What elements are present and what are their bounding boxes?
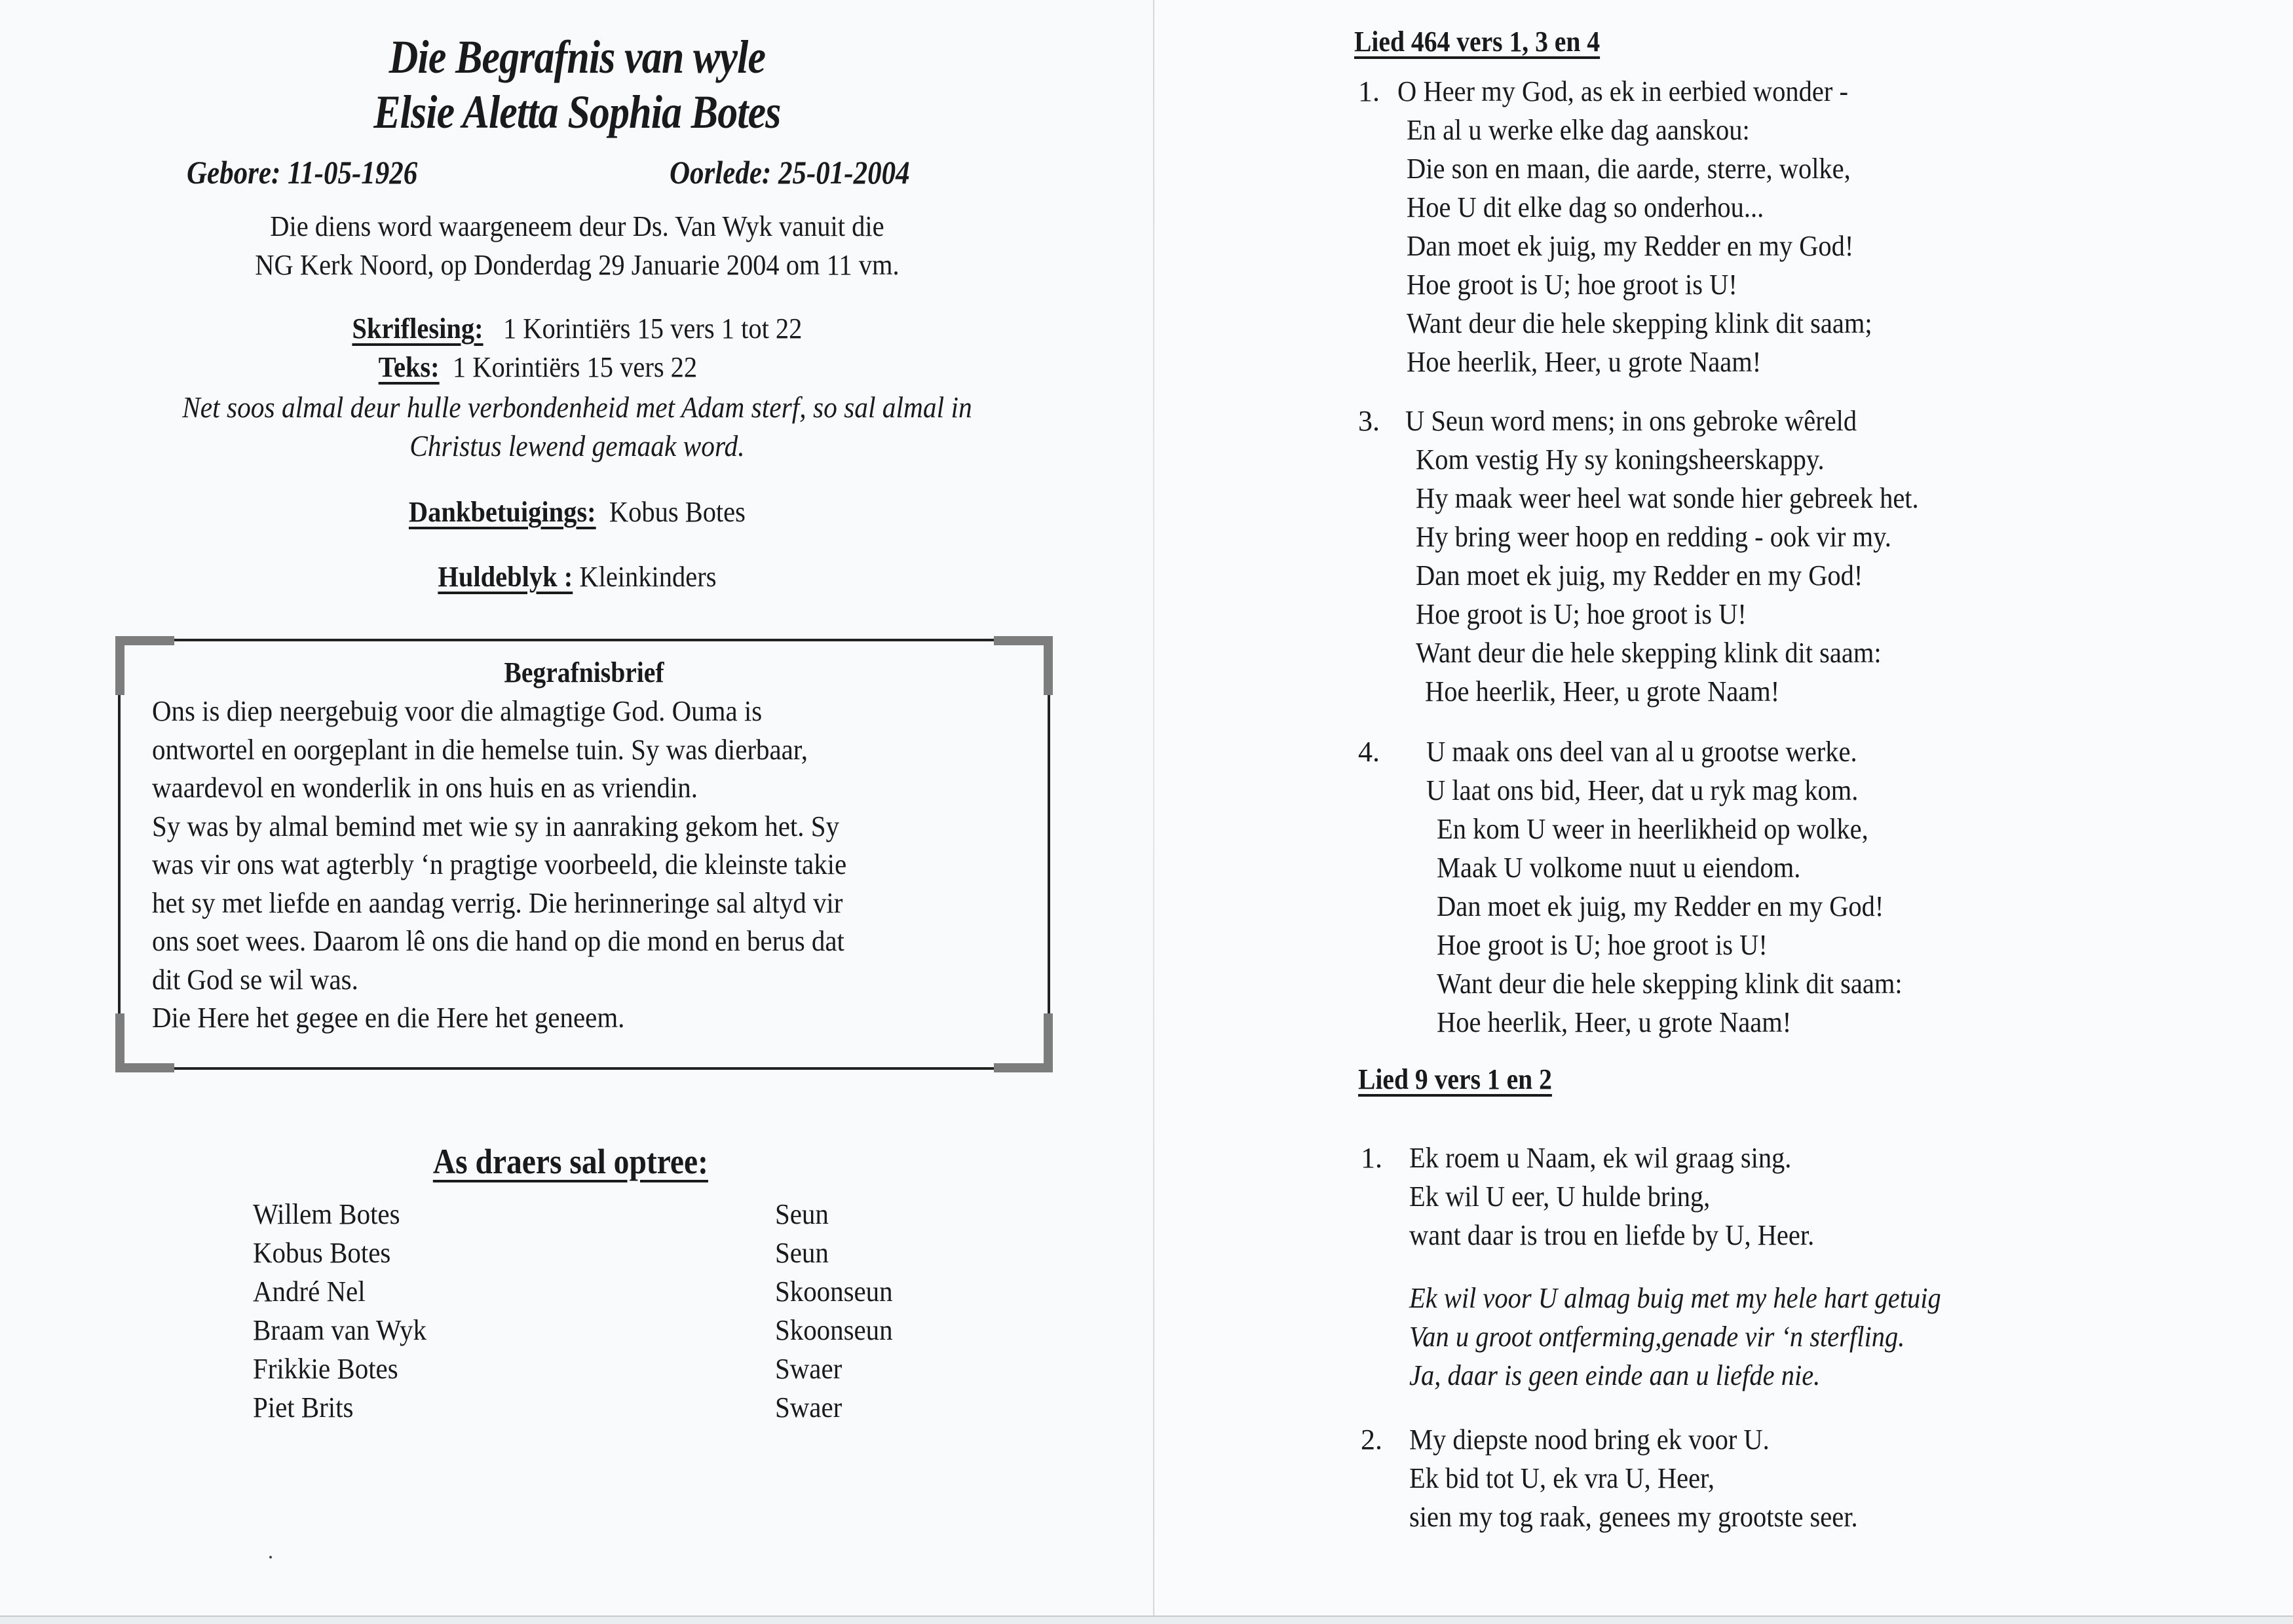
bearer-relation: Seun — [775, 1198, 829, 1230]
funeral-letter-box — [118, 639, 1050, 1070]
bearers-heading: As draers sal optree: — [432, 1142, 708, 1181]
letter-line: Ons is diep neergebuig voor die almagtige God. Ouma is — [152, 695, 763, 727]
bearer-name: Kobus Botes — [253, 1237, 391, 1269]
verse-line: Hy bring weer hoop en redding - ook vir my. — [1416, 521, 1891, 553]
bearer-relation: Swaer — [775, 1391, 843, 1424]
title-line-2: Elsie Aletta Sophia Botes — [373, 86, 781, 138]
bearer-name: André Nel — [253, 1275, 366, 1308]
scripture-value: 1 Korintiërs 15 vers 1 tot 22 — [502, 312, 803, 345]
bearer-name: Willem Botes — [253, 1198, 400, 1230]
verse-line: En al u werke elke dag aanskou: — [1407, 114, 1750, 146]
letter-line: waardevol en wonderlik in ons huis en as vriendin. — [152, 772, 698, 804]
verse-line: Hoe groot is U; hoe groot is U! — [1407, 269, 1737, 301]
refrain-line: Ja, daar is geen einde aan u liefde nie. — [1409, 1359, 1821, 1391]
verse-line: Kom vestig Hy sy koningsheerskappy. — [1416, 444, 1825, 476]
bearer-name: Piet Brits — [253, 1391, 354, 1424]
bearer-relation: Seun — [775, 1237, 829, 1269]
box-corner-ornament — [115, 636, 174, 695]
verse-line: want daar is trou en liefde by U, Heer. — [1409, 1219, 1815, 1251]
letter-line: was vir ons wat agterbly ‘n pragtige voorbeeld, die kleinste takie — [152, 848, 847, 880]
verse-line: Ek wil U eer, U hulde bring, — [1409, 1180, 1711, 1213]
bearer-name: Braam van Wyk — [253, 1314, 426, 1346]
verse-line: Hoe heerlik, Heer, u grote Naam! — [1437, 1006, 1792, 1038]
verse-line: sien my tog raak, genees my grootste seer. — [1409, 1501, 1858, 1533]
verse-line: Ek bid tot U, ek vra U, Heer, — [1409, 1462, 1715, 1494]
title-line-1: Die Begrafnis van wyle — [388, 31, 766, 83]
box-corner-ornament — [994, 636, 1053, 695]
tribute-value: Kleinkinders — [579, 561, 717, 593]
verse-line: Want deur die hele skepping klink dit saam: — [1437, 968, 1903, 1000]
letter-line: Die Here het gegee en die Here het geneem. — [152, 1002, 625, 1034]
thanks — [46, 493, 1108, 531]
verse-line: Hoe groot is U; hoe groot is U! — [1416, 598, 1747, 630]
page-fold — [1153, 0, 1154, 1623]
service-line-1: Die diens word waargeneem deur Ds. Van Wyk vanuit die — [270, 210, 884, 242]
quote-line-1: Net soos almal deur hulle verbondenheid met Adam sterf, so sal almal in — [182, 390, 972, 424]
bearer-name: Frikkie Botes — [253, 1353, 398, 1385]
text-value: 1 Korintiërs 15 vers 22 — [452, 351, 698, 383]
verse-line: Ek roem u Naam, ek wil graag sing. — [1409, 1142, 1792, 1174]
thanks-value: Kobus Botes — [609, 496, 746, 528]
letter-line: dit God se wil was. — [152, 963, 358, 996]
death-date: Oorlede: 25-01-2004 — [670, 154, 910, 191]
paper-bottom-edge — [0, 1615, 2293, 1624]
letter-line: ons soet wees. Daarom lê ons die hand op die mond en berus dat — [152, 925, 844, 957]
birth-date: Gebore: 11-05-1926 — [187, 154, 418, 191]
text-label: Teks: — [378, 351, 440, 383]
letter-title: Begrafnisbrief — [504, 656, 664, 689]
scripture-reading — [46, 309, 1108, 348]
verse-line: Hoe groot is U; hoe groot is U! — [1437, 929, 1768, 961]
quote-line-2: Christus lewend gemaak word. — [409, 429, 745, 463]
verse-number: 1. — [1358, 75, 1380, 107]
verse-line: Want deur die hele skepping klink dit saam: — [1416, 637, 1882, 669]
letter-line: ontwortel en oorgeplant in die hemelse tuin. Sy was dierbaar, — [152, 733, 808, 766]
letter-line: Sy was by almal bemind met wie sy in aanraking gekom het. Sy — [152, 810, 839, 842]
verse-line: Dan moet ek juig, my Redder en my God! — [1416, 559, 1863, 592]
verse-number: 2. — [1361, 1424, 1382, 1456]
verse-line: Want deur die hele skepping klink dit saam; — [1407, 307, 1872, 339]
speck-mark — [269, 1556, 272, 1558]
sermon-text — [7, 348, 1069, 387]
verse-number: 3. — [1358, 405, 1380, 437]
verse-line: My diepste nood bring ek voor U. — [1409, 1424, 1770, 1456]
bearer-relation: Skoonseun — [775, 1314, 893, 1346]
thanks-label: Dankbetuigings: — [408, 496, 596, 528]
bearer-relation: Skoonseun — [775, 1275, 893, 1308]
verse-line: Hoe heerlik, Heer, u grote Naam! — [1407, 346, 1762, 378]
tribute — [46, 557, 1108, 596]
verse-line: Hoe heerlik, Heer, u grote Naam! — [1425, 675, 1780, 708]
verse-line: Die son en maan, die aarde, sterre, wolke, — [1407, 153, 1851, 185]
verse-number: 4. — [1358, 736, 1380, 768]
verse-line: U maak ons deel van al u grootse werke. — [1426, 736, 1857, 768]
verse-line: Dan moet ek juig, my Redder en my God! — [1407, 230, 1854, 262]
verse-line: U laat ons bid, Heer, dat u ryk mag kom. — [1426, 774, 1859, 806]
verse-line: Hy maak weer heel wat sonde hier gebreek het. — [1416, 482, 1919, 514]
hymn-464-heading: Lied 464 vers 1, 3 en 4 — [1354, 26, 1601, 58]
verse-line: Hoe U dit elke dag so onderhou... — [1407, 191, 1764, 223]
verse-line: En kom U weer in heerlikheid op wolke, — [1437, 813, 1868, 845]
verse-line: U Seun word mens; in ons gebroke wêreld — [1405, 405, 1857, 437]
letter-line: het sy met liefde en aandag verrig. Die herinneringe sal altyd vir — [152, 886, 843, 919]
verse-line: O Heer my God, as ek in eerbied wonder - — [1397, 75, 1848, 107]
verse-line: Dan moet ek juig, my Redder en my God! — [1437, 890, 1884, 922]
bearer-relation: Swaer — [775, 1353, 843, 1385]
scripture-label: Skriflesing: — [352, 312, 483, 345]
hymn-9-heading: Lied 9 vers 1 en 2 — [1358, 1063, 1552, 1095]
verse-number: 1. — [1361, 1142, 1382, 1174]
verse-line: Maak U volkome nuut u eiendom. — [1437, 852, 1801, 884]
box-corner-ornament — [994, 1013, 1053, 1072]
refrain-line: Ek wil voor U almag buig met my hele hart getuig — [1409, 1282, 1941, 1314]
tribute-label: Huldeblyk : — [438, 561, 573, 593]
letter-body — [152, 692, 846, 1038]
service-line-2: NG Kerk Noord, op Donderdag 29 Januarie 2004 om 11 vm. — [255, 249, 900, 281]
refrain-line: Van u groot ontferming,genade vir ‘n sterfling. — [1409, 1321, 1905, 1353]
